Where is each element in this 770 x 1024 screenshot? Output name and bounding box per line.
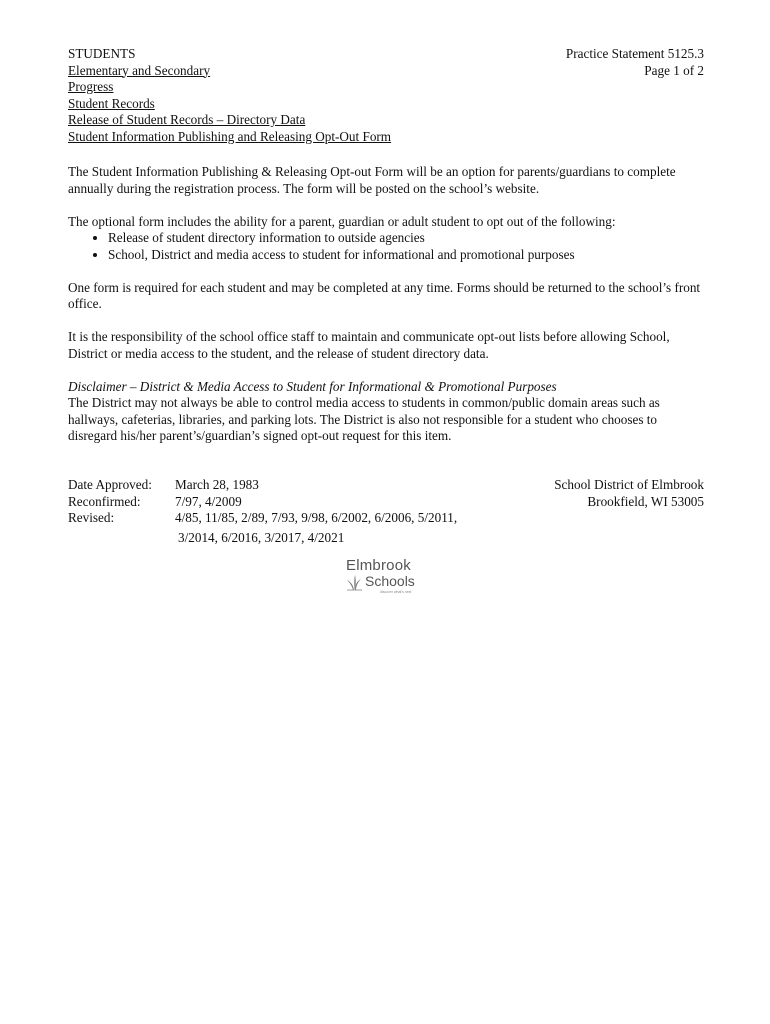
page-number: Page 1 of 2: [644, 62, 704, 78]
leaf-icon: [345, 573, 363, 591]
reconfirmed-value: 7/97, 4/2009: [175, 493, 242, 509]
elmbrook-logo: [343, 557, 427, 597]
revised-label: Revised:: [68, 510, 115, 525]
list-item: • Release of student directory information to outside agencies: [108, 230, 708, 247]
opt-out-list: [68, 230, 708, 263]
section-title: STUDENTS: [68, 46, 136, 61]
subsection-link: Student Records: [68, 95, 155, 111]
revised-value-continued: 3/2014, 6/2016, 3/2017, 4/2021: [178, 529, 345, 545]
district-address: Brookfield, WI 53005: [587, 493, 704, 509]
district-info: [554, 477, 704, 510]
subsection-link: Elementary and Secondary: [68, 62, 211, 78]
approved-value: March 28, 1983: [175, 477, 259, 492]
district-name: School District of Elmbrook: [554, 477, 704, 492]
revised-value: 4/85, 11/85, 2/89, 7/93, 9/98, 6/2002, 6/2006, 5/2011,: [175, 510, 458, 525]
document-title: Student Information Publishing and Releasing Opt-Out Form: [68, 128, 392, 144]
approved-label: Date Approved:: [68, 477, 152, 492]
responsibility-paragraph: It is the responsibility of the school office staff to maintain and communicate opt-out lists before allowing School, District or media access to the student, and the release of student directory data.: [68, 329, 670, 361]
reconfirmed-label: Reconfirmed:: [68, 493, 141, 509]
logo-line1: Elmbrook: [346, 557, 411, 574]
subsection-link: Progress: [68, 79, 114, 94]
document-body: [68, 164, 708, 445]
logo-tagline: discover what's next: [380, 590, 412, 594]
header-meta: [566, 46, 704, 79]
subsection-link: Release of Student Records – Directory Data: [68, 112, 306, 127]
options-paragraph: The optional form includes the ability for a parent, guardian or adult student to opt out of the following:: [68, 213, 616, 229]
document-header: [68, 46, 704, 145]
logo-line2: Schools: [365, 573, 415, 589]
disclaimer-text: The District may not always be able to control media access to students in common/public domain areas such as hallways, cafeterias, libraries, and parking lots. The District is also not responsible for a student who chooses to disregard his/her parent’s/guardian’s signed opt-out request for this item.: [68, 395, 660, 443]
intro-paragraph: The Student Information Publishing & Releasing Opt-out Form will be an option for parents/guardians to complete annually during the registration process. The form will be posted on the school’s website.: [68, 164, 676, 196]
document-footer: [68, 477, 704, 546]
list-item: • School, District and media access to student for informational and promotional purposes: [108, 247, 708, 264]
statement-number: Practice Statement 5125.3: [565, 46, 704, 61]
disclaimer-heading: Disclaimer – District & Media Access to Student for Informational & Promotional Purposes: [68, 378, 557, 394]
form-requirement-paragraph: One form is required for each student and may be completed at any time. Forms should be returned to the school’s front office.: [68, 279, 701, 311]
